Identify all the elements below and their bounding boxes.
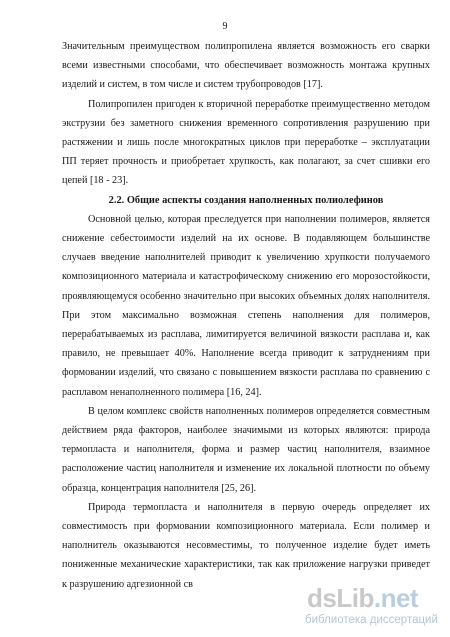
paragraph-welding: Значительным преимуществом полипропилена является возможность его сварки всеми известными способами, что обеспечивает возможность монтажа крупных изделий и систем, в том числе и систем трубопроводов [17]. — [62, 41, 430, 91]
paragraph-filling-goal: Основной целью, которая преследуется при наполнении полимеров, является снижение себестоимости изделий на их основе. В подавляющем большинстве случаев введение наполнителей приводит к увеличению хрупкости получаемого композиционного материала и катастрофическому снижению его морозостойкости, проявляющемуся особенно значительно при высоких объемных долях наполнителя. При этом максимально возможная степень наполнения для полимеров, перерабатываемых из расплава, лимитируется величиной вязкости расплава и, как правило, не превышает 40%. Наполнение всегда приводит к затруднениям при формовании изделий, что связано с повышением вязкости расплава по сравнению с расплавом ненаполненного полимера [16, 24]. — [62, 213, 430, 398]
watermark-tagline: библиотека диссертаций — [305, 614, 438, 626]
section-heading: 2.2. Общие аспекты создания наполненных полиолефинов — [108, 194, 384, 206]
watermark-brand: dsLib — [307, 583, 374, 613]
page-body — [62, 37, 430, 594]
watermark-domain: .net — [373, 583, 419, 613]
page-number: 9 — [222, 21, 228, 32]
paragraph-recycling: Полипропилен пригоден к вторичной переработке преимущественно методом экструзии без заметного снижения временного сопротивления разрушению при растяжении и лишь после многократных циклов при переработке – эксплуатации ПП теряет прочность и приобретает хрупкость, как полагают, за счет сшивки его цепей [18 - 23]. — [62, 98, 430, 187]
text-fade-overlay — [266, 578, 302, 600]
paragraph-compatibility: Природа термопласта и наполнителя в первую очередь определяет их совместимость при формовании композиционного материала. Если полимер и наполнитель оказываются несовместимы, то полученное изделие будет иметь пониженные механические характеристики, так как приложение нагрузки приведет к разрушению адгезионной св — [62, 501, 430, 590]
paragraph-properties: В целом комплекс свойств наполненных полимеров определяется совместным действием ряда факторов, наиболее значимыми из которых являются: природа термопласта и наполнителя, форма и размер частиц наполнителя, взаимное расположение частиц наполнителя и изменение их локальной плотности по объему образца, концентрация наполнителя [25, 26]. — [62, 405, 430, 494]
